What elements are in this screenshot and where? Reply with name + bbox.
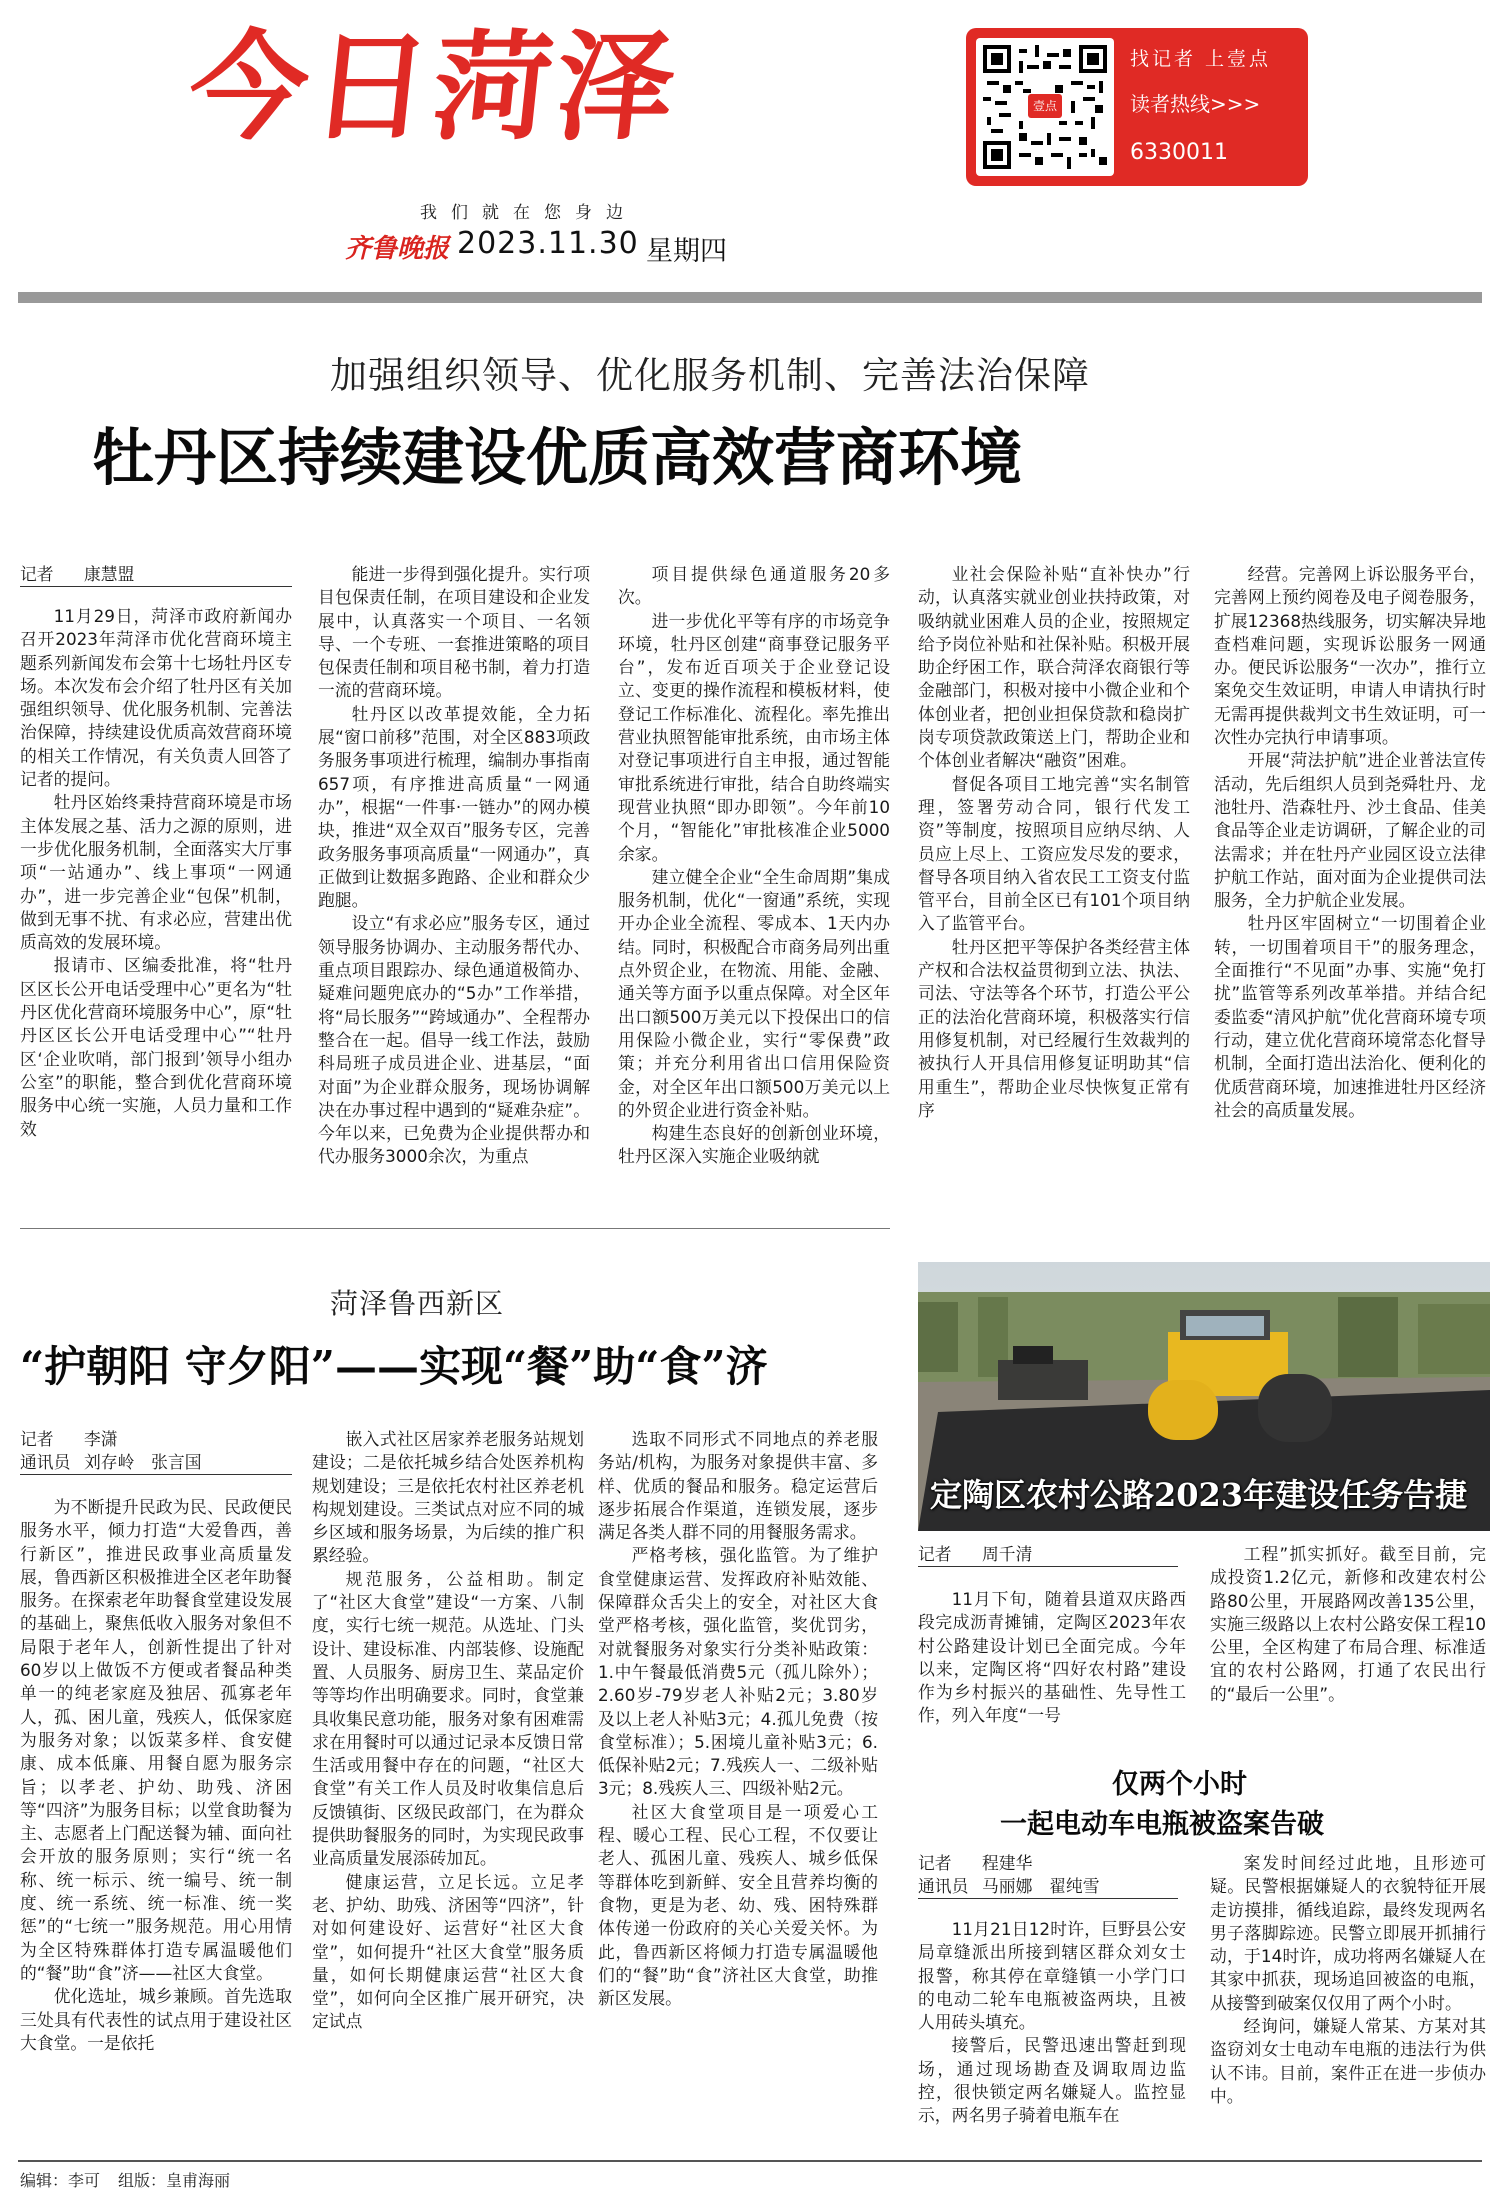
article3-column-1: 11月下旬，随着县道双庆路西段完成沥青摊铺，定陶区2023年农村公路建设计划已全面完成。今年以来，定陶区将“四好农村路”建设作为乡村振兴的基础性、先导性工作，列入年度“一号 [918,1589,1186,1726]
byline-rule [918,1566,1178,1567]
byline-reporter: 记者 程建华 [918,1853,1033,1873]
footer-editor: 编辑：李可 [20,2171,101,2190]
byline-role: 记者 [918,1544,952,1564]
article1-title: 牡丹区持续建设优质高效营商环境 [92,421,1023,494]
article1-column-1: 11月29日，菏泽市政府新闻办召开2023年菏泽市优化营商环境主题系列新闻发布会第十七场牡丹区专场。本次发布会介绍了牡丹区有关加强组织领导、优化服务机制、完善法治保障，持续建设优质高效营商环境的相关工作情况，有关负责人回答了记者的提问。 牡丹区始终秉持营商环境是市场主体发展之基、活力之源的原则，进一步优化服务机制，全面落实大厅事项“一站通办”、线上事项“一网通办”，进一步完善企业“包保”机制，做到无事不扰、有求必应，营建出优质高效的发展环境。 报请市、区编委批准，将“牡丹区区长公开电话受理中心”更名为“牡丹区优化营商环境服务中心”，原“牡丹区区长公开电话受理中心”“牡丹区‘企业吹哨，部门报到’领导小组办公室”的职能，整合到优化营商环境服务中心统一实施，人员力量和工作效 [20,606,292,1139]
byline-rule [918,1898,1178,1899]
article1-column-4: 业社会保险补贴“直补快办”行动，认真落实就业创业扶持政策，对吸纳就业困难人员的企业，按照规定给予岗位补贴和社保补贴。积极开展助企纾困工作，联合菏泽农商银行等金融部门，积极对接中小微企业和个体创业者，把创业担保贷款和稳岗扩岗专项贷款政策送上门，帮助企业和个体创业者解决“融资”困难。 督促各项目工地完善“实名制管理，签署劳动合同，银行代发工资”等制度，按照项目应纳尽纳、人员应上尽上、工资应发尽发的要求，督导各项目纳入省农民工工资支付监管平台，目前全区已有101个项目纳入了监管平台。 牡丹区把平等保护各类经营主体产权和合法权益贯彻到立法、执法、司法、守法等各个环节，打造公平公正的法治化营商环境，积极落实行信用修复机制，对已经履行生效裁判的被执行人开具信用修复证明助其“信用重生”，帮助企业尽快恢复正常有序 [918,564,1190,1120]
article4-title-line1: 仅两个小时 [1112,1769,1247,1800]
article1-column-3: 项目提供绿色通道服务20多次。 进一步优化平等有序的市场竞争环境，牡丹区创建“商事登记服务平台”，发布近百项关于企业登记设立、变更的操作流程和模板材料，使登记工作标准化、流程化。率先推出营业执照智能审批系统，由市场主体对登记事项进行自主申报，通过智能审批系统进行审批，结合自助终端实现营业执照“即办即领”。今年前10个月，“智能化”审批核准企业5000余家。 建立健全企业“全生命周期”集成服务机制，优化“一窗通”系统，实现开办企业全流程、零成本、1天内办结。同时，积极配合市商务局列出重点外贸企业，在物流、用能、金融、通关等方面予以重点保障。对全区年出口额500万美元以下投保出口的信用保险小微企业，实行“零保费”政策；并充分利用省出口信用保险资金，对全区年出口额500万美元以上的外贸企业进行资金补贴。 构建生态良好的创新创业环境，牡丹区深入实施企业吸纳就 [618,564,890,1167]
article4-title-line2: 一起电动车电瓶被盗案告破 [1000,1809,1324,1840]
photo-caption: 定陶区农村公路2023年建设任务告捷 [930,1476,1468,1514]
section-divider [20,1228,890,1229]
article2-byline [20,1428,201,1474]
masthead-title: 今日菏泽 [182,18,686,156]
byline-name: 周千清 [982,1544,1033,1564]
article1-column-2: 能进一步得到强化提升。实行项目包保责任制，在项目建设和企业发展中，认真落实一个项目、一名领导、一个专班、一套推进策略的项目包保责任制和项目秘书制，着力打造一流的营商环境。 牡丹区以改革提效能，全力拓展“窗口前移”范围，对全区883项政务服务事项进行梳理，编制办事指南657项，有序推进高质量“一网通办”，根据“一件事·一链办”的网办模块，推进“双全双百”服务专区，完善政务服务事项高质量“一网通办”，真正做到让数据多跑路、企业和群众少跑腿。 设立“有求必应”服务专区，通过领导服务协调办、主动服务帮代办、重点项目跟踪办、绿色通道极简办、疑难问题兜底办的“5办”工作举措，将“局长服务”“跨域通办”、全程帮办整合在一起。倡导一线工作法，鼓励科局班子成员进企业、进基层，“面对面”为企业群众服务，现场协调解决在办事过程中遇到的“疑难杂症”。今年以来，已免费为企业提供帮办和代办服务3000余次，为重点 [318,564,590,1167]
paper-name: 齐鲁晚报 [345,234,450,264]
article2-column-1: 为不断提升民政为民、民政便民服务水平，倾力打造“大爱鲁西，善行新区”，推进民政事业高质量发展，鲁西新区积极推进全区老年助餐服务。在探索老年助餐食堂建设发展的基础上，聚焦低收入服务对象但不局限于老年人，创新性提出了针对60岁以上做饭不方便或者餐品种类单一的纯老家庭及独居、孤寡老年人，孤、困儿童，残疾人，低保家庭为服务对象；以饭菜多样、食安健康、成本低廉、用餐自愿为服务宗旨；以孝老、护幼、助残、济困等“四济”为服务目标；以堂食助餐为主、志愿者上门配送餐为辅、面向社会开放的服务原则；实行“统一名称、统一标示、统一编号、统一制度、统一系统、统一标准、统一奖惩”的“七统一”服务规范。用心用情为全区特殊群体打造专属温暖他们的“餐”助“食”济——社区大食堂。 优化选址，城乡兼顾。首先选取三处具有代表性的试点用于建设社区大食堂。一是依托 [20,1497,292,2053]
byline-role: 记者 [20,564,54,584]
article4-column-1: 11月21日12时许，巨野县公安局章缝派出所接到辖区群众刘女士报警，称其停在章缝镇一小学门口的电动二轮车电瓶被盗两块，且被人用砖头填充。 接警后，民警迅速出警赶到现场，通过现场勘查及调取周边监控，很快锁定两名嫌疑人。监控显示，两名男子骑着电瓶车在 [918,1919,1186,2126]
byline-reporter: 记者 李潇 [20,1429,118,1449]
page-footer [20,2168,248,2191]
article3-byline [918,1543,1032,1566]
footer-divider [18,2160,1482,2162]
article2-kicker: 菏泽鲁西新区 [330,1287,505,1320]
article4-byline [918,1852,1099,1898]
article2-title: “护朝阳 守夕阳”——实现“餐”助“食”济 [20,1342,768,1391]
byline-correspondent: 通讯员 刘存岭 张言国 [20,1452,202,1472]
byline-rule [20,1474,292,1475]
issue-date: 2023.11.30 [457,226,639,261]
issue-weekday: 星期四 [646,236,727,267]
hotline-label: 读者热线>>> [1130,92,1261,116]
masthead-slogan: 我们就在您身边 [420,203,637,223]
article4-column-2: 案发时间经过此地，且形迹可疑。民警根据嫌疑人的衣貌特征开展走访摸排，循线追踪，最终发现两名男子落脚踪迹。民警立即展开抓捕行动，于14时许，成功将两名嫌疑人在其家中抓获，现场追回被盗的电瓶，从接警到破案仅仅用了两个小时。 经询问，嫌疑人常某、方某对其盗窃刘女士电动车电瓶的违法行为供认不讳。目前，案件正在进一步侦办中。 [1210,1853,1486,2106]
masthead-divider [18,292,1482,303]
hotline-slogan: 找记者 上壹点 [1130,48,1272,70]
article1-column-5: 经营。完善网上诉讼服务平台，完善网上预约阅卷及电子阅卷服务，扩展12368热线服务，切实解决异地查档难问题，实现诉讼服务一网通办。便民诉讼服务“一次办”，推行立案免交生效证明，申请人申请执行时无需再提供裁判文书生效证明，可一次性办完执行申请事项。 开展“菏法护航”进企业普法宣传活动，先后组织人员到尧舜牡丹、龙池牡丹、浩森牡丹、沙土食品、佳美食品等企业走访调研，了解企业的司法需求；并在牡丹产业园区设立法律护航工作站，面对面为企业提供司法服务，全力护航企业发展。 牡丹区牢固树立“一切围着企业转，一切围着项目干”的服务理念，全面推行“不见面”办事、实施“免打扰”监管等系列改革举措。并结合纪委监委“清风护航”优化营商环境专项行动，建立优化营商环境常态化督导机制，全面打造出法治化、便利化的优质营商环境，加速推进牡丹区经济社会的高质量发展。 [1214,564,1486,1120]
byline-rule [20,586,292,587]
article1-kicker: 加强组织领导、优化服务机制、完善法治保障 [330,354,1090,397]
article2-column-3: 选取不同形式不同地点的养老服务站/机构，为服务对象提供丰富、多样、优质的餐品和服务。稳定运营后逐步拓展合作渠道，连锁发展，逐步满足各类人群不同的用餐服务需求。 严格考核，强化监管。为了维护食堂健康运营、发挥政府补贴效能、保障群众舌尖上的安全，对社区大食堂严格考核，强化监管，奖优罚劣，对就餐服务对象实行分类补贴政策：1.中午餐最低消费5元（孤儿除外）；2.60岁-79岁老人补贴2元；3.80岁及以上老人补贴3元；4.孤儿免费（按食堂标准）；5.困境儿童补贴3元；6.低保补贴2元；7.残疾人一、二级补贴3元；8.残疾人三、四级补贴2元。 社区大食堂项目是一项爱心工程、暖心工程、民心工程，不仅要让老人、孤困儿童、残疾人、城乡低保等群体吃到新鲜、安全且营养均衡的食物，更是为老、幼、残、困特殊群体传递一份政府的关心关爱关怀。为此，鲁西新区将倾力打造专属温暖他们的“餐”助“食”济社区大食堂，助推新区发展。 [598,1429,878,2009]
byline-correspondent: 通讯员 马丽娜 翟纯雪 [918,1876,1100,1896]
article1-byline [20,563,134,586]
qr-logo: 壹点 [1028,94,1062,118]
footer-layout: 组版：皇甫海丽 [118,2171,231,2190]
hotline-number: 6330011 [1130,140,1228,165]
article3-column-2: 工程”抓实抓好。截至目前，完成投资1.2亿元，新修和改建农村公路80公里，开展路网改善135公里，实施三级路以上农村公路安保工程10公里，全区构建了布局合理、标准适宜的农村公路网，打通了农民出行的“最后一公里”。 [1210,1544,1486,1704]
qr-code-icon[interactable] [976,38,1114,176]
byline-name: 康慧盟 [84,564,135,584]
article2-column-2: 嵌入式社区居家养老服务站规划建设；二是依托城乡结合处医养机构规划建设；三是依托农村社区养老机构规划建设。三类试点对应不同的城乡区域和服务场景，为后续的推广积累经验。 规范服务，公益相助。制定了“社区大食堂”建设“一方案、八制度，实行七统一规范。从选址、门头设计、建设标准、内部装修、设施配置、人员服务、厨房卫生、菜品定价等等均作出明确要求。同时，食堂兼具收集民意功能，服务对象有困难需求在用餐时可以通过记录本反馈日常生活或用餐中存在的问题，“社区大食堂”有关工作人员及时收集信息后反馈镇街、区级民政部门，在为群众提供助餐服务的同时，为实现民政事业高质量发展添砖加瓦。 健康运营，立足长远。立足孝老、护幼、助残、济困等“四济”，针对如何建设好、运营好“社区大食堂”，如何提升“社区大食堂”服务质量，如何长期健康运营“社区大食堂”，如何向全区推广展开研究，决定试点 [312,1429,584,2032]
